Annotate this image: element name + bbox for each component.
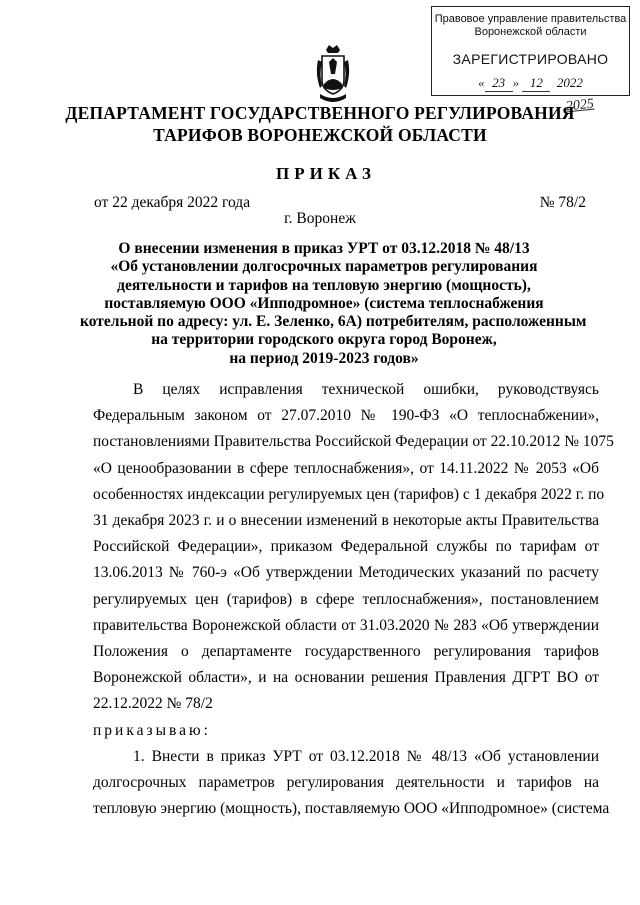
body-line: В целях исправления технической ошибки, руководствуясь — [133, 381, 599, 398]
subject-line: поставляемую ООО «Ипподромное» (система теплоснабжения — [104, 294, 544, 312]
stamp-date-year: 2022 — [556, 75, 583, 90]
stamp-handwritten-number: 2025 — [565, 96, 595, 115]
item-line: 1. Внести в приказ УРТ от 03.12.2018 № 48/13 «Об установлении — [133, 747, 599, 765]
order-body — [93, 377, 614, 822]
body-line: «О ценообразовании в сфере теплоснабжения», от 14.11.2022 № 2053 «Об — [93, 459, 599, 477]
body-line: регулируемых цен (тарифов) в сфере теплоснабжения», постановлением — [93, 590, 599, 608]
stamp-date-day: 23 — [485, 75, 513, 92]
body-line: постановлениями Правительства Российской Федерации от 22.10.2012 № 1075 — [93, 433, 614, 451]
body-line: 22.12.2022 № 78/2 — [93, 695, 213, 713]
order-verb: приказываю: — [93, 721, 211, 739]
stamp-registered-label: ЗАРЕГИСТРИРОВАНО — [452, 51, 609, 67]
body-line: Воронежской области», и на основании решения Правления ДГРТ ВО от — [93, 669, 599, 687]
order-date: от 22 декабря 2022 года — [94, 194, 251, 211]
stamp-date: « 23 » 12 2022 — [478, 75, 583, 90]
department-name-line1: ДЕПАРТАМЕНТ ГОСУДАРСТВЕННОГО РЕГУЛИРОВАНИЯ — [65, 103, 575, 123]
body-line: правительства Воронежской области от 31.03.2020 № 283 «Об утверждении — [93, 616, 599, 634]
document-type-title: ПРИКАЗ — [276, 164, 376, 183]
stamp-authority-line1: Правовое управление правительства — [434, 13, 627, 25]
registration-stamp — [431, 6, 630, 96]
subject-line: на территории городского округа город Воронеж, — [151, 331, 497, 349]
stamp-authority-line2: Воронежской области — [474, 26, 587, 38]
body-line: 31 декабря 2023 г. и о внесении изменений в некоторые акты Правительства — [93, 512, 599, 530]
body-line: Федеральным законом от 27.07.2010 № 190-ФЗ «О теплоснабжении», — [93, 407, 599, 425]
order-number: № 78/2 — [539, 194, 586, 211]
subject-line: деятельности и тарифов на тепловую энергию (мощность), — [117, 276, 531, 294]
stamp-date-month: 12 — [522, 75, 550, 92]
item-line: тепловую энергию (мощность), поставляемую ООО «Ипподромное» (система — [93, 800, 610, 818]
order-city: г. Воронеж — [284, 210, 356, 227]
subject-line: «Об установлении долгосрочных параметров регулирования — [110, 258, 538, 276]
department-name-line2: ТАРИФОВ ВОРОНЕЖСКОЙ ОБЛАСТИ — [153, 125, 487, 145]
body-line: 13.06.2013 № 760-э «Об утверждении Методических указаний по расчету — [93, 564, 599, 582]
coat-of-arms-icon — [314, 44, 352, 106]
body-line: особенностях индексации регулируемых цен (тарифов) с 1 декабря 2022 г. по — [93, 485, 605, 503]
subject-line: котельной по адресу: ул. Е. Зеленко, 6А) потребителям, расположенным — [80, 313, 587, 331]
body-line: Положения о департаменте государственного регулирования тарифов — [93, 643, 599, 661]
order-subject — [80, 240, 587, 368]
subject-line: на период 2019-2023 годов» — [229, 349, 419, 367]
item-line: долгосрочных параметров регулирования деятельности и тарифов на — [93, 774, 599, 792]
subject-line: О внесении изменения в приказ УРТ от 03.12.2018 № 48/13 — [118, 240, 530, 257]
body-line: Российской Федерации», приказом Федеральной службы по тарифам от — [93, 538, 599, 556]
